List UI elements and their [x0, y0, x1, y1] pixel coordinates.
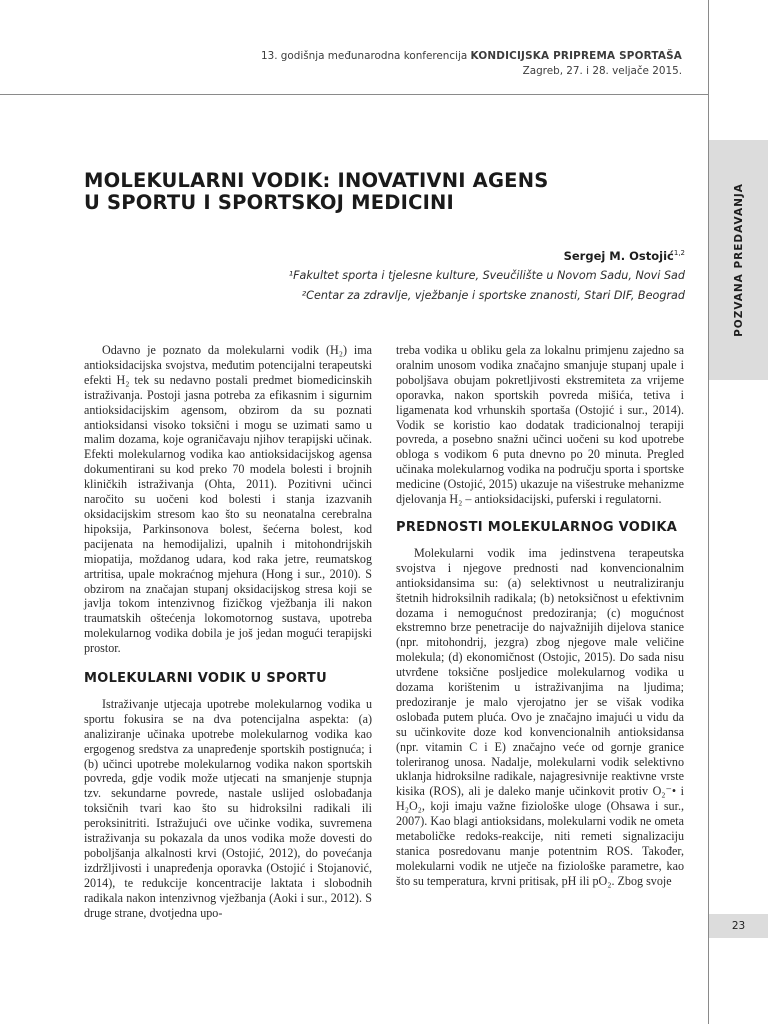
conference-date: Zagreb, 27. i 28. veljače 2015. — [522, 65, 682, 77]
title-line-2: U SPORTU I SPORTSKOJ MEDICINI — [84, 191, 455, 214]
section-heading-advantages: PREDNOSTI MOLEKULARNOG VODIKA — [396, 519, 678, 535]
left-column — [84, 343, 372, 921]
author-affiliation-marks: 1,2 — [673, 249, 685, 258]
article-title — [84, 170, 624, 214]
section-tab-label-wrap — [709, 140, 768, 380]
title-line-1: MOLEKULARNI VODIK: INOVATIVNI AGENS — [84, 169, 549, 192]
author — [564, 249, 685, 263]
right-column — [396, 343, 684, 889]
header-divider — [0, 94, 708, 95]
affiliation-1: ¹Fakultet sporta i tjelesne kulture, Sveučilište u Novom Sadu, Novi Sad — [288, 269, 685, 282]
paragraph-intro: Odavno je poznato da molekularni vodik (H₂) ima antioksidacijska svojstva, međutim potencijalni terapeutski efekti H₂ tek su nedavno postali predmet biomedicinskih istraživanja. Postoji jasna potreba za efikasnim i sigurnim antioksidacijskim agensom, obzirom da su poznati antioksidansi visoko toksični i mogu se uzimati samo u malim dozama, koje ograničavaju njihov terapijski učinak. Efekti molekularnog vodika kao antioksidacijskog agensa dokumentirani su kod preko 70 modela bolesti i brojnih kliničkih istraživanja (Ohta, 2011). Pozitivni učinci naročito su uočeni kod bolesti i stanja izazvanih oksidacijskim stresom kao što su neonatalna cerebralna hipoksija, Parkinsonova bolest, šećerna bolest, kod pacijenata na hemodijalizi, upalnih i mitohondrijskih miopatija, moždanog udara, kod raka jetre, reumatskog artritisa, upale mokraćnog mjehura (Hong i sur., 2010). S obzirom na značajan stupanj oksidacijskog stresa koji se javlja tokom intenzivnog fizičkog vježbanja ili nakon traumatskih oštećenja lokomotornog sustava, upotreba molekularnog vodika dobila je još jedan mogući terapijski prostor. — [84, 343, 372, 656]
section-tab-label: POZVANA PREDAVANJA — [732, 183, 745, 337]
paragraph-advantages: Molekularni vodik ima jedinstvena terapeutska svojstva i njegove prednosti nad konvencionalnim antioksidansima su: (a) selektivnost u neutraliziranju štetnih hidroksilnih radikala; (b) netoksičnost u efektivnim dozama i nemogućnost predoziranja; (c) mogućnost ekstremno brze penetracije do najvažnijih dijelova stanice (npr. mitohondrij, jezgra) zbog njegove male veličine molekula; (d) ekonomičnost (Ostojic, 2015). Do sada nisu utvrđene toksične posljedice molekularnog vodika u dozama korištenim u istraživanjima na ljudima; predoziranje je malo vjerojatno jer se višak vodika oslobađa putem pluća. Ovo je značajno imajući u vidu da su učinkovite doze kod konvencionalnih antioksidansa (npr. vitamin C i E) značajno veće od gornje granice toleriranog unosa. Nadalje, molekularni vodik selektivno uklanja hidroksilne radikale, najagresivnije reaktivne vrste kisika (ROS), ali je daleko manje učinkovit protiv O₂⁻• i H₂O₂, koji imaju važne fiziološke uloge (Ohsawa i sur., 2007). Kao blagi antioksidans, molekularni vodik ne ometa metaboličke redoks-reakcije, niti remeti signalizaciju stanica posredovanu manje potentnim ROS. Također, molekularni vodik ne utječe na fiziološke parametre, kao što su temperatura, krvni pritisak, pH ili pO₂. Zbog svoje — [396, 545, 684, 888]
author-name: Sergej M. Ostojić — [563, 249, 674, 263]
paragraph-sport-continued: treba vodika u obliku gela za lokalnu primjenu zajedno sa oralnim unosom vodika značajno smanjuje stupanj upale i poboljšava obujam pokretljivosti ekstremiteta za vrijeme oporavka, nakon sportskih povreda mišića, tetiva i ligamenata kod vrhunskih sportaša (Ostojić i sur., 2014). Vodik se koristio kao dodatak tradicionalnoj terapiji povreda, a posebno snažni učinci uočeni su kod upotrebe obloga s vodikom 6 puta dnevno po 20 minuta. Pregled učinaka molekularnog vodika na području sporta i sportske medicine (Ostojić, 2015) ukazuje na višestruke mehanizme djelovanja H₂ – antioksidacijski, puferski i regulatorni. — [396, 343, 684, 507]
affiliation-2: ²Centar za zdravlje, vježbanje i sportske znanosti, Stari DIF, Beograd — [301, 289, 685, 302]
section-heading-sport: MOLEKULARNI VODIK U SPORTU — [84, 671, 327, 687]
conference-name: KONDICIJSKA PRIPREMA SPORTAŠA — [470, 50, 682, 62]
paragraph-sport: Istraživanje utjecaja upotrebe molekularnog vodika u sportu fokusira se na dva potencijalna aspekta: (a) analiziranje učinaka upotrebe molekularnog vodika kao ergogenog sredstva za unapređenje sportskih postignuća; i (b) učinci upotrebe molekularnog vodika nakon sportskih povreda, gdje vodik može utjecati na smanjenje stupnja tzv. sekundarne povrede, nastale uslijed oslobađanja toksičnih tvari kao što su hidroksilni radikali ili peroksinitriti. Istražujući ove učinke vodika, suvremena istraživanja su pokazala da unos vodika može dovesti do poboljšanja alkalnosti krvi (Ostojić, 2012), do povećanja izdržljivosti i unapređenja oporavka (Ostojić i Stojanović, 2014), te redukcije koncentracije laktata i slobodnih radikala nakon intenzivnog vježbanja (Aoki i sur., 2012). S druge strane, dvotjedna upo- — [84, 696, 372, 920]
running-header — [122, 49, 682, 79]
page-number: 23 — [709, 914, 768, 938]
conference-prefix: 13. godišnja međunarodna konferencija — [260, 50, 468, 62]
conference-line — [122, 49, 682, 64]
